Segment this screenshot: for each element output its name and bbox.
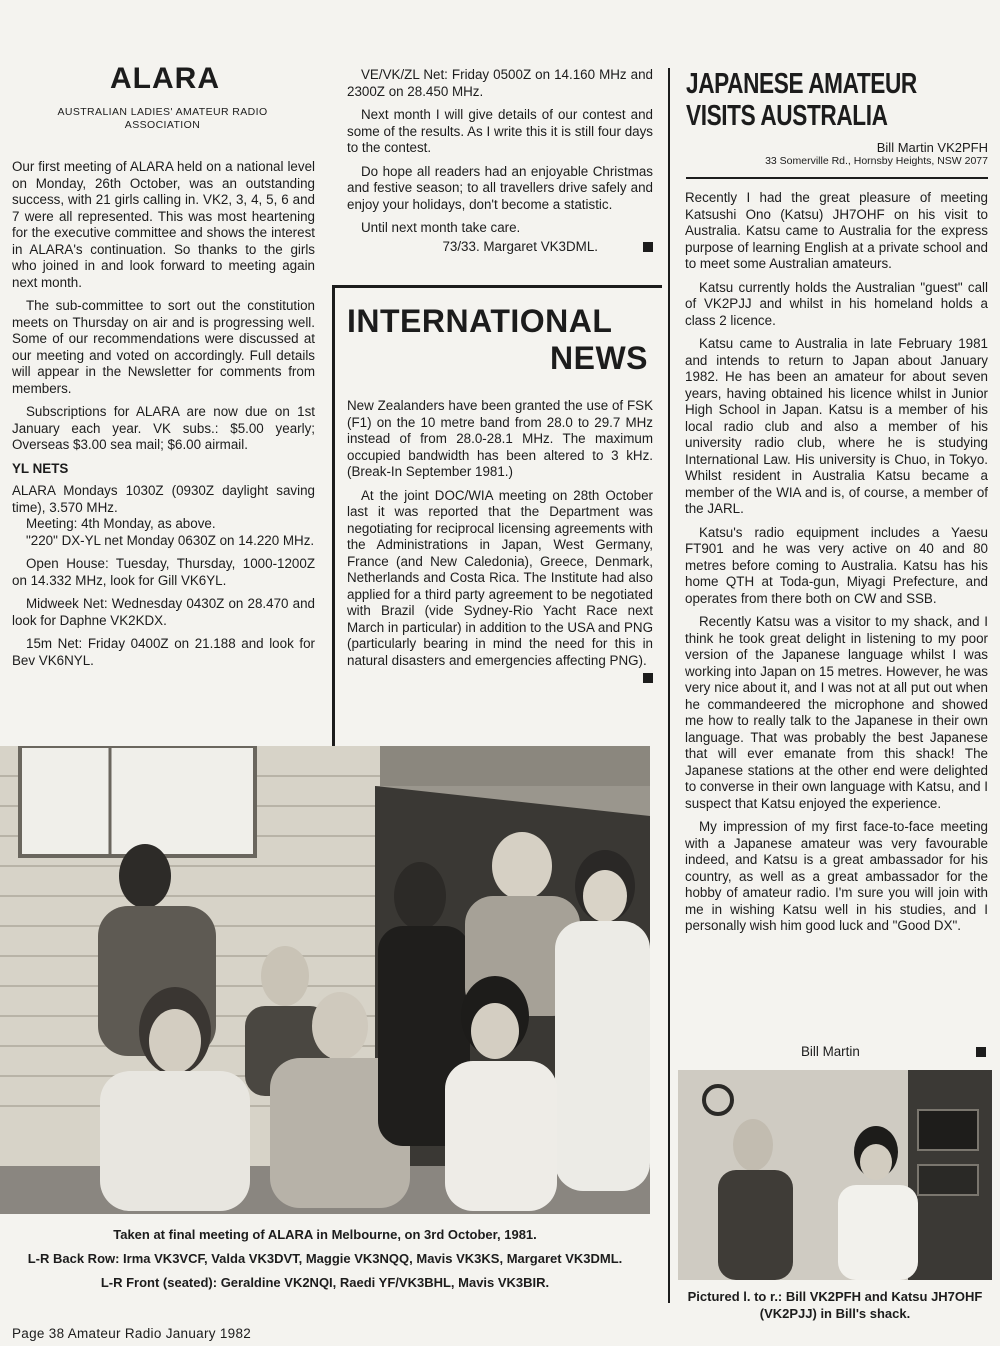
net-item: VE/VK/ZL Net: Friday 0500Z on 14.160 MHz and 2300Z on 28.450 MHz.: [347, 67, 653, 99]
column-divider: [668, 68, 670, 1303]
alara-paragraph: Do hope all readers had an enjoyable Christmas and festive season; to all travellers drive safely and enjoy your holidays, don't become a statistic.: [347, 163, 653, 212]
shack-photo: [678, 1070, 992, 1280]
alara-title: ALARA: [110, 62, 220, 95]
japanese-paragraph: Recently I had the great pleasure of meeting Katsushi Ono (Katsu) JH7OHF on his visit to Australia. Katsu came to Australia for the express purpose of learning English at a private school and to meet some Australian amateurs.: [685, 190, 988, 271]
alara-paragraph: The sub-committee to sort out the constitution meets on Thursday on air and is progressing well. Some of our recommendations were discussed at our meeting and voted on accordingly. Full details will appear in the Newsletter for comments from members.: [12, 298, 315, 396]
alara-subtitle: AUSTRALIAN LADIES' AMATEUR RADIO ASSOCIATION: [57, 106, 268, 131]
japanese-body: [685, 190, 988, 942]
international-body: [347, 398, 653, 683]
international-title-line1: INTERNATIONAL: [347, 303, 613, 339]
yl-nets-heading: YL NETS: [12, 460, 69, 476]
alara-paragraph: Until next month take care.: [361, 220, 521, 235]
international-paragraph: New Zealanders have been granted the use of FSK (F1) on the 10 metre band from 28.0 to 29.7 MHz instead of from 28.0-28.1 MHz. The maximum occupied bandwidth has been altered to 3 kHz. (Break-In September 1981.): [347, 398, 653, 479]
japanese-address: 33 Somerville Rd., Hornsby Heights, NSW 2077: [765, 155, 988, 167]
net-item: Open House: Tuesday, Thursday, 1000-1200Z on 14.332 MHz, look for Gill VK6YL.: [12, 556, 315, 588]
japanese-title-line1: JAPANESE AMATEUR: [686, 68, 917, 100]
alara-signoff: [347, 239, 653, 256]
header-rule: [686, 177, 988, 179]
japanese-signature-text: Bill Martin: [801, 1044, 860, 1059]
japanese-paragraph: Katsu's radio equipment includes a Yaesu FT901 and he was very active on 40 and 80 metres before coming to Australia. Katsu has his home QTH at Toda-gun, Miyagi Prefecture, and operates from there both on CW and SSB.: [685, 524, 988, 606]
international-title-line2: NEWS: [550, 340, 648, 376]
japanese-article-title: [686, 68, 920, 132]
net-item: ALARA Mondays 1030Z (0930Z daylight saving time), 3.570 MHz.: [12, 483, 315, 515]
group-photo-caption: [20, 1226, 630, 1298]
page-footer: Page 38 Amateur Radio January 1982: [12, 1326, 252, 1341]
net-item: "220" DX-YL net Monday 0630Z on 14.220 MHz.: [26, 532, 315, 548]
alara-paragraph: Subscriptions for ALARA are now due on 1st January each year. VK subs.: $5.00 yearly; Overseas $3.00 sea mail; $6.00 airmail.: [12, 404, 315, 452]
international-paragraph: [347, 488, 653, 670]
shack-photo-caption: Pictured l. to r.: Bill VK2PFH and Katsu JH7OHF (VK2PJJ) in Bill's shack.: [687, 1289, 983, 1321]
alara-signoff-text: 73/33. Margaret VK3DML.: [442, 238, 598, 254]
net-item: Midweek Net: Wednesday 0430Z on 28.470 and look for Daphne VK2KDX.: [12, 596, 315, 628]
japanese-title-line2: VISITS AUSTRALIA: [686, 100, 888, 132]
end-mark-icon: [643, 242, 653, 252]
alara-group-photo-image: [0, 746, 650, 1214]
alara-continued: [347, 67, 653, 255]
caption-line: L-R Back Row: Irma VK3VCF, Valda VK3DVT, Maggie VK3NQQ, Mavis VK3KS, Margaret VK3DML.: [27, 1251, 623, 1266]
japanese-paragraph: Katsu currently holds the Australian "guest" call of VK2PJJ and whilst in his homeland holds a class 2 licence.: [685, 279, 988, 328]
japanese-author: Bill Martin VK2PFH: [876, 140, 988, 155]
caption-line: L-R Front (seated): Geraldine VK2NQI, Raedi YF/VK3BHL, Mavis VK3BIR.: [100, 1275, 550, 1290]
international-paragraph-text: At the joint DOC/WIA meeting on 28th October last it was reported that the Department was negotiating for reciprocal licensing agreements with the Administrations in Japan, West Germany, France (and New Caledonia), Greece, Denmark, Netherlands and Costa Rica. The Institute had also applied for a third party agreement to be negotiated with Brazil (vide Sydney-Rio Yacht Race next March in particular) in addition to the USA and PNG (particularly bearing in mind the need for this in natural disasters and emergencies affecting PNG).: [347, 487, 653, 668]
alara-paragraph: Next month I will give details of our contest and some of the results. As I write this it is still four days to the contest.: [347, 107, 653, 155]
end-mark-icon: [976, 1047, 986, 1057]
net-item: 15m Net: Friday 0400Z on 21.188 and look for Bev VK6NYL.: [12, 636, 315, 668]
caption-line: Taken at final meeting of ALARA in Melbourne, on 3rd October, 1981.: [113, 1227, 537, 1242]
alara-group-photo: [0, 746, 650, 1214]
alara-body: [12, 159, 315, 676]
net-item: Meeting: 4th Monday, as above.: [26, 516, 216, 531]
shack-photo-image: [678, 1070, 992, 1280]
japanese-paragraph: My impression of my first face-to-face meeting with a Japanese amateur was very favourable indeed, and Katsu is a great ambassador for his country, as well as a great ambassador for the hobby of amateur radio. I'm sure you will join with me in wishing Katsu well in his studies, and I personally wish him good luck and "Good DX".: [685, 819, 988, 933]
japanese-paragraph: Recently Katsu was a visitor to my shack, and I think he took great delight in listening to my poor version of the Japanese language whilst I was working into Japan on 15 metres. However, he was very nice about it, and I was not at all put out when he commandeered the microphone and showed me how to really talk to the Japanese in their own language. That was probably the best Japanese that will ever emanate from this shack! The Japanese stations at the other end were delighted to converse in their own language with Katsu, and I suspect that Katsu enjoyed the experience.: [685, 614, 988, 811]
alara-paragraph: Our first meeting of ALARA held on a national level on Monday, 26th October, was an outstanding success, with 21 girls calling in. VK2, 3, 4, 5, 6 and 7 were all represented. This was most heartening for the executive committee and shows the interest in ALARA's continuation. So thanks to the girls who joined in and look forward to meeting again next month.: [12, 159, 315, 290]
japanese-paragraph: Katsu came to Australia in late February 1981 and intends to return to Japan about January 1982. He has been an amateur for about seven years, having obtained his licence whilst in Junior High School in Japan. Katsu is a member of his local radio club and also a member of his university radio club, where he is studying International Law. His university is Chuo, in Tokyo. Whilst resident in Australia Katsu became a member of the WIA and is, of course, a member of the JARL.: [685, 336, 988, 516]
end-mark-icon: [643, 673, 653, 683]
